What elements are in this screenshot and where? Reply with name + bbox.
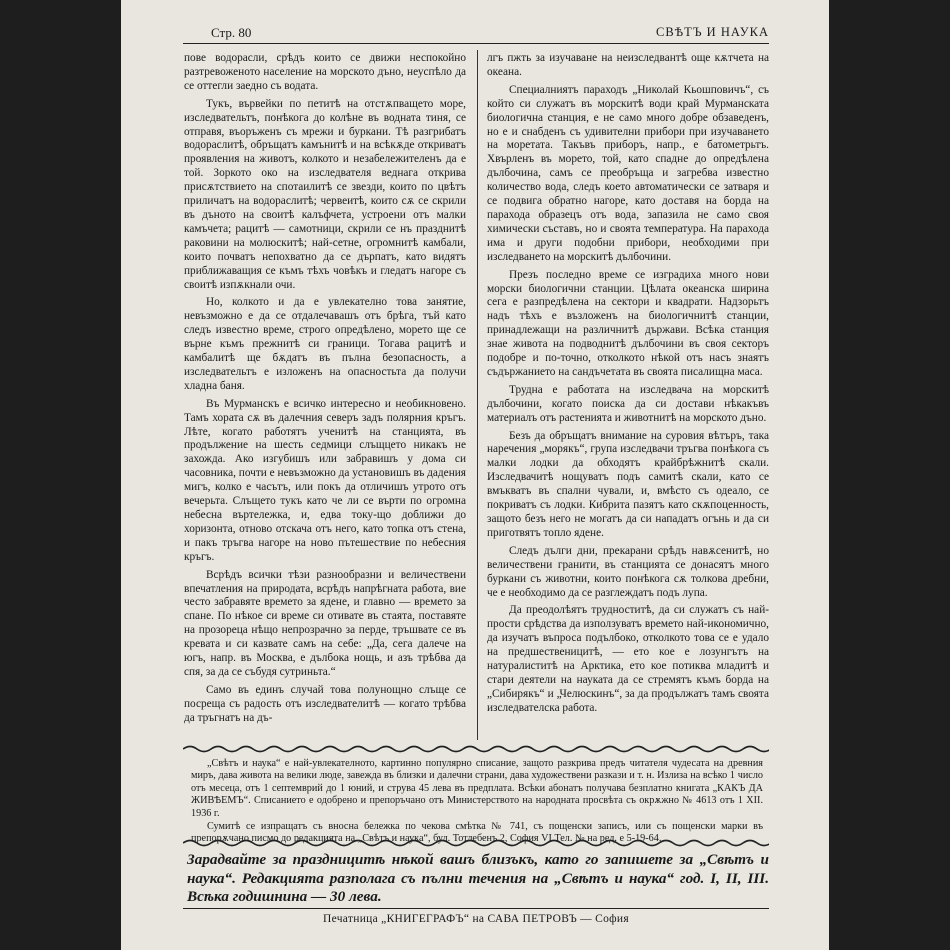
footer-rule [183, 908, 769, 909]
column-divider [477, 50, 478, 740]
paragraph: Само въ единъ случай това полунощно слъще се посреща съ радость отъ изследвателитѣ — когато трѣбва да тръгнатъ на дъ- [184, 683, 466, 724]
page-number: Стр. 80 [211, 25, 252, 40]
notice-paragraph: Сумитѣ се изпращатъ съ вносна бележка по чекова смѣтка № 741, съ пощенски записъ, или съ пощенски марки въ препорѫчано писмо до редакцията на „Свѣтъ и наука“, бул. Тотлебенъ 2, София VI Тел. № на ред. е 5-19-64. [191, 821, 763, 845]
paragraph: Презъ последно време се изградиха много нови морски биологични станции. Цѣлата океанска ширина сега е разпредѣлена на сектори и квадрати. Надзорьтъ надъ тѣхъ е възложенъ на биологичнитѣ станции, принадлежащи на различнитѣ държави. Всѣка станция знае живота на подводнитѣ дълбочини въ своя секторъ подобре и по-точно, отколкото нѣкой отъ насъ знаятъ съдържанието на сандъчетата въ своята писалищна маса. [487, 268, 769, 378]
wavy-divider-bottom [183, 838, 769, 848]
paragraph: Въ Мурманскъ е всичко интересно и необикновено. Тамъ хората сѫ въ далечния северъ задъ полярния кръгъ. Лѣте, когато работятъ ученитѣ на станцията, въ продължение на шесть седмици слъщцето никакъ не захожда. Ако изгубишъ или забравишъ у дома си часовника, почти е невъзможно да установишъ въ дадения мигъ, колко е часътъ, или покъ да отличишъ утрото отъ вечерьта. Слъщето тукъ като че ли се върти по огромна небесна въртележка, и, едва току-що доближи до хоризонта, отново отскача отъ него, като топка отъ стена, и пакъ тръгва нагоре на ново пътешествие по небесния кръгъ. [184, 397, 466, 563]
wavy-divider-top [183, 744, 769, 754]
notice-paragraph: „Свѣтъ и наука“ е най-увлекателното, картинно популярно списание, защото разкрива предъ читателя чудесата на древния миръ, дава живота на велики люде, завежда въ близки и далечни страни, дава художествени разкази и т. н. Излиза на всѣко 1 число отъ месеца, отъ 1 септемврий до 1 юний, и струва 45 лева въ предплата. Всѣки абонатъ получава безплатно книгата „КАКЪ ДА ЖИВѢЕМЪ“. Списанието е одобрено и препоръчано отъ Министерството на народната просвѣта съ окрѫжно № 4613 отъ 1 XII. 1936 г. [191, 758, 763, 819]
printer-footer: Печатница „КНИГЕГРАФЪ“ на САВА ПЕТРОВЪ — София [323, 913, 629, 925]
paragraph: пове водорасли, срѣдъ които се движи неспокойно разтревоженото население на морското дъно, неуспѣло да се оттегли заедно съ водата. [184, 52, 466, 92]
subscription-notice [191, 758, 763, 847]
paragraph: Безъ да обръщатъ внимание на суровия вѣтъръ, така наречения „морякъ“, група изследвачи тръгва понѣкога съ малки лодки да обходятъ крайбрѣжнитѣ скали. Изследвачитѣ нощуватъ подъ самитѣ скали, като се вмъкватъ въ спални чували, и, вмѣсто съ одеало, се покриватъ съ лодки. Кибрита пазятъ като скѫпоценность, защото безъ него не могатъ да си нападатъ огънь и да си приготвятъ топло ядене. [487, 429, 769, 539]
page-header [183, 22, 769, 42]
paragraph: Специалниятъ параходъ „Николай Кьошповичъ“, съ който си служатъ въ морскитѣ води край Мурманската биологична станция, е не само много добре обзаведенъ, но е и снабденъ съ удивителни прибори при изучаването на моретата. Такъвъ приборъ, напр., е батометрьтъ. Хвърленъ въ морето, той, като спадне до опредѣлена дълбочина, самъ се преобръща и загребва известно количество вода, следъ което автоматически се затваря и се подвига обратно нагоре, като доставя на борда на парахода образецъ отъ вода, запазила не само своя химически съставъ, но и своята температура. На парахода има и други подобни прибори, необходими при изследването на морскитѣ дълбочини. [487, 83, 769, 263]
magazine-page [121, 0, 829, 950]
paragraph: Следъ дълги дни, прекарани срѣдъ навѫсенитѣ, но величествени гранити, въ станцията се донасятъ много буркани съ животни, които понѣкога сѫ толкова дребни, че е необходимо да се разглеждатъ подъ лупа. [487, 544, 769, 599]
header-rule [183, 43, 769, 44]
right-column [487, 52, 769, 720]
paragraph: Но, колкото и да е увлекателно това занятие, невъзможно е да се отдалечавашъ отъ брѣга, тъй като следъ известно време, строго опредѣлено, морето ще се върне къмъ прежнитѣ си граници. Тогава рацитѣ и камбалитѣ ще бѫдатъ въ пълна безопасность, а изследвательтъ е изложенъ на опасностьта да получи хладна баня. [184, 296, 466, 392]
holiday-promo: Зарадвайте за праздницитѣ нѣкой вашъ близъкъ, като го запишете за „Свѣтъ и наука“. Редакцията разполага съ пълни течения на „Свѣтъ и наука“ год. I, II, III. Всѣка годишнина — 30 лева. [187, 851, 769, 905]
paragraph: Всрѣдъ всички тѣзи разнообразни и величествени впечатления на природата, всрѣдъ напрѣгната работа, вие често забравяте времето за ядене, и главно — времето за спане. По нѣкое си време си отивате въ стаята, поставяте на прозореца нѣщо непрозрачно за перде, тръшвате се въ кревата и си казвате самъ на себе: „Да, сега далече на югъ, напр. въ Москва, е дълбока нощь, и азъ трѣбва да спя, за да се събудя сутриньта.“ [184, 568, 466, 678]
paragraph: Трудна е работата на изследвача на морскитѣ дълбочини, когато поиска да си достави нѣкакъвъ материалъ отъ растенията и животнитѣ на морското дъно. [487, 383, 769, 424]
journal-title: СВѢТЪ И НАУКА [656, 25, 769, 39]
paragraph: Тукъ, вървейки по петитѣ на отстѫпващето море, изследвательтъ, понѣкога до колѣне въ водната тиня, се отправя, въоръженъ съ мрежи и буркани. Тѣ разгрибатъ водораслитѣ, обръщатъ камънитѣ и на всѣкѫде откриватъ проявления на животъ, колкото и незабележителенъ да е той. Зоркото око на изследвателя веднага открива присѫтствието на спотаилитѣ се звезди, които по цвѣтъ приличатъ на водораслитѣ; червеитѣ, които сѫ се скрили въ дъното на своитѣ калъфчета, устроени отъ малки камъчета; рацитѣ — самотници, скрили се нъ празднитѣ раковини на молюскитѣ; най-сетне, огромнитѣ камбали, които почватъ непохватно да се дърпатъ, като видятъ приближаващия се къмъ тѣхъ човѣкъ и гледатъ нагоре съ своитѣ изпѫкнали очи. [184, 97, 466, 291]
paragraph: Да преодолѣятъ трудноститѣ, да си служатъ съ най-прости срѣдства да използуватъ времето най-икономично, да изучатъ въпроса подълбоко, отколкото това се е удало на предшественицитѣ, — ето кое е лозунгътъ на натуралиститѣ на Арктика, ето кое потиква младитѣ и стари деятели на науката да се стремятъ къмъ борда на „Сибирякъ“ и „Челюскинъ“, за да продължатъ тамъ своята изследвателска работа. [487, 604, 769, 714]
paragraph: лгъ пжть за изучаване на неизследвантѣ още кѫтчета на океана. [487, 52, 769, 78]
left-column [184, 52, 466, 730]
